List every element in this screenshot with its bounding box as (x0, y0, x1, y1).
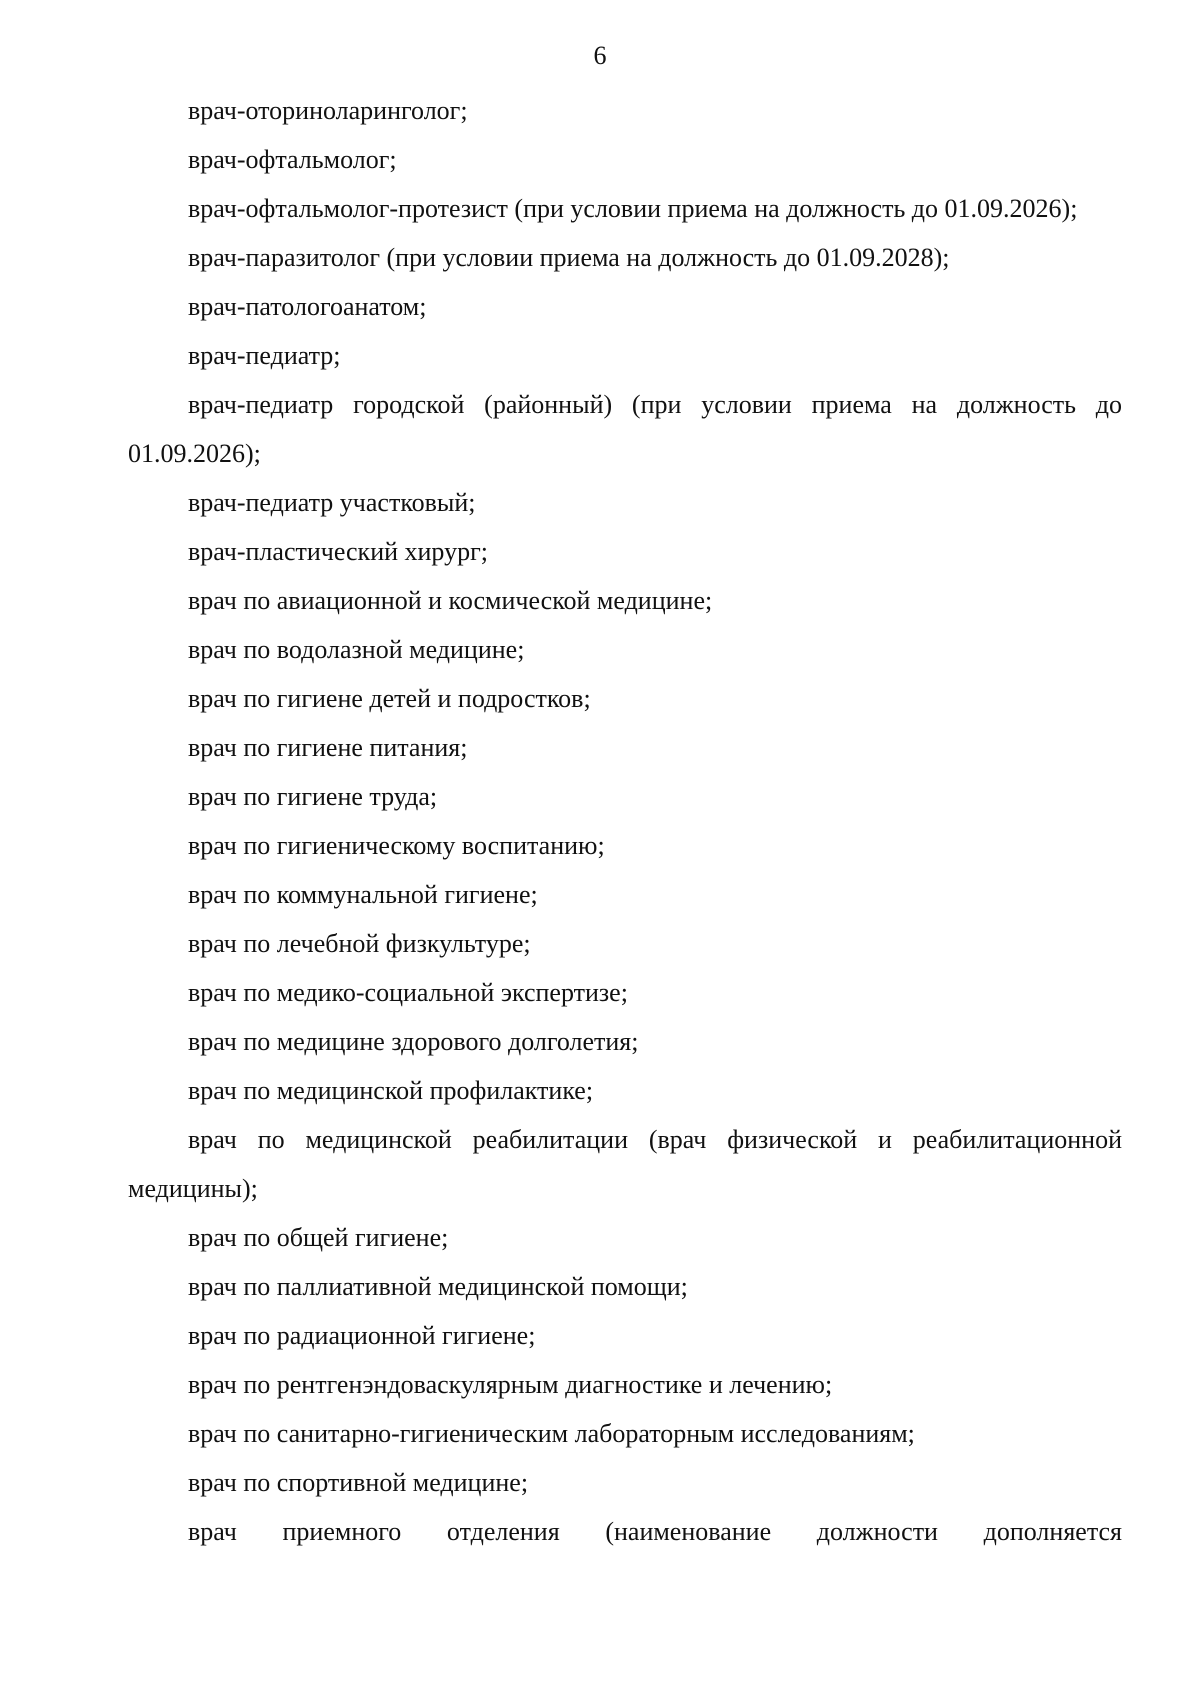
list-item: врач-офтальмолог-протезист (при условии приема на должность до 01.09.2026); (188, 194, 1078, 223)
list-item: врач по радиационной гигиене; (188, 1321, 536, 1350)
list-item: врач по общей гигиене; (188, 1223, 449, 1252)
list-item: врач по коммунальной гигиене; (188, 880, 538, 909)
list-item: врач по рентгенэндоваскулярным диагностике и лечению; (188, 1370, 833, 1399)
list-item: врач-пластический хирург; (188, 537, 488, 566)
list-item: врач по санитарно-гигиеническим лабораторным исследованиям; (188, 1419, 915, 1448)
list-item: врач приемного отделения (наименование должности дополняется (188, 1517, 1122, 1546)
list-item: врач-офтальмолог; (188, 145, 397, 174)
list-item: врач по гигиеническому воспитанию; (188, 831, 605, 860)
list-item: врач по авиационной и космической медицине; (188, 586, 713, 615)
list-item: врач по паллиативной медицинской помощи; (188, 1272, 688, 1301)
list-item: врач по гигиене детей и подростков; (188, 684, 591, 713)
position-list (128, 86, 1122, 1556)
list-item: врач по медицинской профилактике; (188, 1076, 594, 1105)
list-item: врач по гигиене труда; (188, 782, 438, 811)
list-item: врач-паразитолог (при условии приема на должность до 01.09.2028); (188, 243, 950, 272)
list-item: врач по спортивной медицине; (188, 1468, 529, 1497)
list-item: врач-оториноларинголог; (188, 96, 468, 125)
list-item: врач по водолазной медицине; (188, 635, 525, 664)
list-item: врач по гигиене питания; (188, 733, 468, 762)
list-item: врач по медицинской реабилитации (врач физической и реабилитационной медицины); (128, 1125, 1122, 1203)
list-item: врач-педиатр городской (районный) (при условии приема на должность до 01.09.2026); (128, 390, 1122, 468)
list-item: врач по лечебной физкультуре; (188, 929, 531, 958)
list-item: врач-патологоанатом; (188, 292, 427, 321)
page-number: 6 (593, 41, 607, 70)
list-item: врач-педиатр; (188, 341, 341, 370)
list-item: врач по медико-социальной экспертизе; (188, 978, 628, 1007)
list-item: врач-педиатр участковый; (188, 488, 476, 517)
list-item: врач по медицине здорового долголетия; (188, 1027, 639, 1056)
